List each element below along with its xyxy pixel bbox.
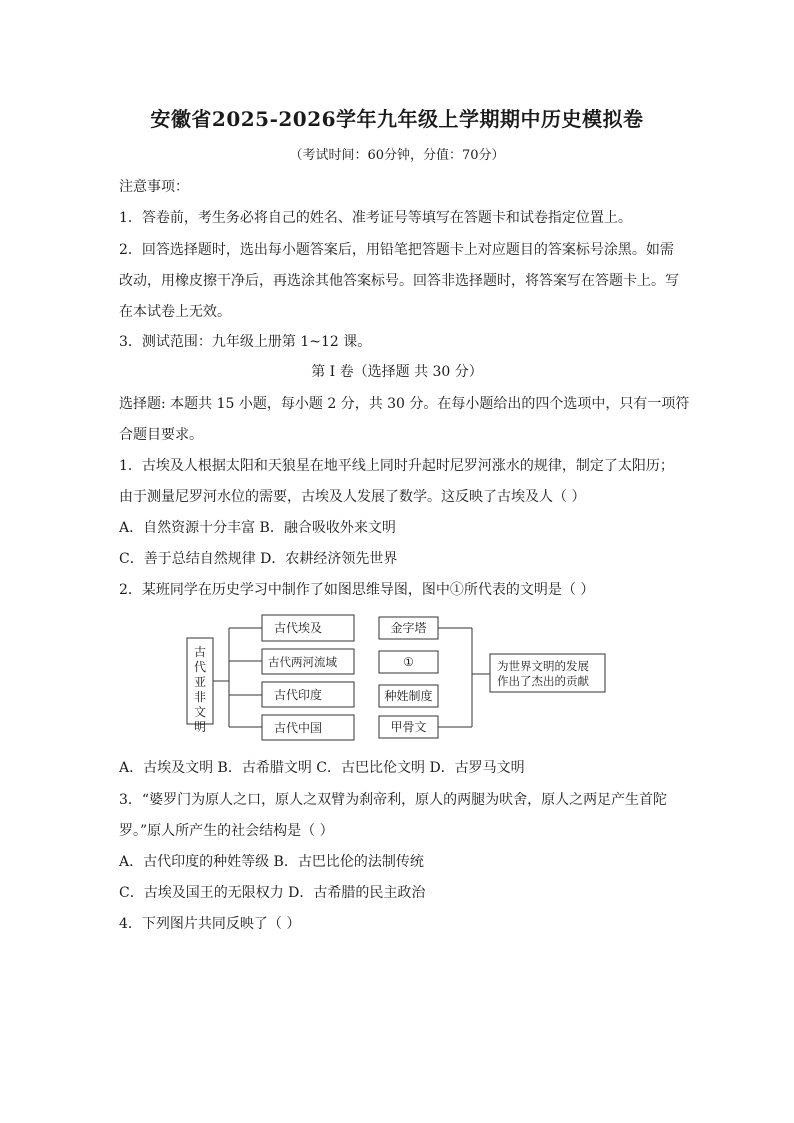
notice-line: 在本试卷上无效。 [119, 304, 231, 320]
notice-line: 1．答卷前，考生务必将自己的姓名、准考证号等填写在答题卡和试卷指定位置上。 [119, 210, 632, 226]
notice-line: 改动，用橡皮擦干净后，再选涂其他答案标号。回答非选择题时，将答案写在答题卡上。写 [119, 273, 679, 289]
mind-map-diagram [185, 610, 610, 744]
notice-heading: 注意事项： [119, 179, 189, 195]
question-2-stem: 2．某班同学在历史学习中制作了如图思维导图，图中①所代表的文明是（ ） [119, 582, 595, 598]
civilization-mesopotamia: 古代两河流域 [268, 655, 337, 669]
achievement-caste: 种姓制度 [384, 689, 433, 703]
conclusion-line: 作出了杰出的贡献 [497, 674, 589, 688]
root-node-char: 亚 [193, 675, 207, 689]
exam-title: 安徽省2025-2026学年九年级上学期期中历史模拟卷 [150, 107, 644, 131]
section-instructions: 选择题: 本题共 15 小题，每小题 2 分，共 30 分。在每小题给出的四个选项中，只有一项符 [119, 396, 690, 412]
notice-line: 3．测试范围：九年级上册第 1~12 课。 [119, 334, 372, 350]
root-node-char: 非 [193, 690, 207, 704]
question-3-stem: 罗。”原人所产生的社会结构是（ ） [119, 823, 334, 839]
section-instructions: 合题目要求。 [119, 427, 203, 443]
question-1-stem: 1．古埃及人根据太阳和天狼星在地平线上同时升起时尼罗河涨水的规律，制定了太阳历； [119, 458, 674, 474]
root-node-char: 代 [193, 660, 207, 674]
conclusion-line: 为世界文明的发展 [497, 659, 589, 673]
question-4-stem: 4．下列图片共同反映了（ ） [119, 916, 301, 932]
question-1-stem: 由于测量尼罗河水位的需要，古埃及人发展了数学。这反映了古埃及人（ ） [119, 489, 586, 505]
section-title: 第 I 卷（选择题 共 30 分） [311, 364, 483, 380]
civilization-china: 古代中国 [274, 721, 323, 735]
question-2-options: A．古埃及文明 B．古希腊文明 C．古巴比伦文明 D．古罗马文明 [119, 760, 525, 776]
notice-line: 2．回答选择题时，选出每小题答案后，用铅笔把答题卡上对应题目的答案标号涂黑。如需 [119, 242, 674, 258]
question-1-options: A．自然资源十分丰富 B．融合吸收外来文明 [119, 520, 396, 536]
achievement-blank: ① [403, 655, 414, 669]
question-3-options: A．古代印度的种姓等级 B．古巴比伦的法制传统 [119, 854, 424, 870]
question-1-options: C．善于总结自然规律 D．农耕经济领先世界 [119, 551, 398, 567]
root-node-char: 文 [193, 705, 207, 719]
root-node-char: 古 [193, 645, 207, 659]
question-3-options: C．古埃及国王的无限权力 D．古希腊的民主政治 [119, 885, 426, 901]
achievement-pyramid: 金字塔 [390, 621, 427, 635]
civilization-egypt: 古代埃及 [274, 621, 323, 635]
root-node-char: 明 [193, 720, 207, 734]
achievement-oracle: 甲骨文 [390, 720, 427, 734]
question-3-stem: 3．“婆罗门为原人之口，原人之双臂为刹帝利，原人的两腿为吠舍，原人之两足产生首陀 [119, 792, 668, 808]
exam-subtitle: （考试时间：60分钟，分值：70分） [289, 148, 505, 163]
civilization-india: 古代印度 [274, 688, 323, 702]
